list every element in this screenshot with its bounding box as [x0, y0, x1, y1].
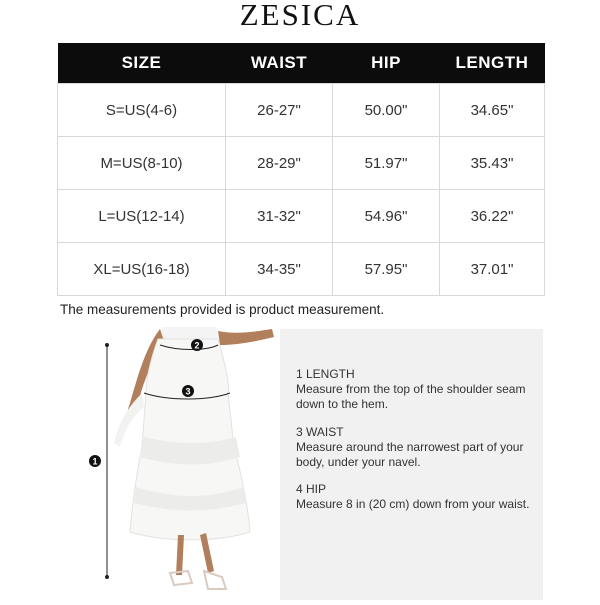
table-row — [58, 84, 545, 137]
size-table — [57, 43, 545, 296]
cell-length: 37.01" — [440, 243, 545, 296]
waist-title: 3 WAIST — [296, 425, 344, 439]
length-title: 1 LENGTH — [296, 367, 355, 381]
cell-hip: 54.96" — [333, 190, 440, 243]
skirt-illustration — [58, 327, 280, 600]
cell-length: 35.43" — [440, 137, 545, 190]
length-description: Measure from the top of the shoulder seam down to the hem. — [296, 382, 526, 411]
cell-length: 36.22" — [440, 190, 545, 243]
length-instruction — [296, 367, 541, 412]
marker-1-label: 1 — [92, 456, 98, 467]
table-row — [58, 137, 545, 190]
header-length: LENGTH — [440, 43, 545, 84]
brand-logo: ZESICA — [239, 0, 361, 32]
table-row — [58, 190, 545, 243]
model-photo — [58, 327, 280, 600]
cell-size: XL=US(16-18) — [58, 243, 226, 296]
cell-hip: 50.00" — [333, 84, 440, 137]
cell-length: 34.65" — [440, 84, 545, 137]
hip-title: 4 HIP — [296, 482, 327, 496]
waist-instruction — [296, 425, 541, 470]
header-size: SIZE — [58, 43, 226, 84]
marker-3-label: 3 — [185, 386, 191, 397]
cell-size: M=US(8-10) — [58, 137, 226, 190]
header-waist: WAIST — [226, 43, 333, 84]
waist-description: Measure around the narrowest part of your body, under your navel. — [296, 440, 524, 469]
cell-waist: 28-29" — [226, 137, 333, 190]
hip-instruction — [296, 482, 541, 512]
measure-instructions-panel — [280, 329, 543, 600]
cell-size: L=US(12-14) — [58, 190, 226, 243]
cell-waist: 34-35" — [226, 243, 333, 296]
cell-hip: 57.95" — [333, 243, 440, 296]
cell-waist: 31-32" — [226, 190, 333, 243]
marker-2-label: 2 — [194, 340, 200, 351]
cell-hip: 51.97" — [333, 137, 440, 190]
measurement-note: The measurements provided is product measurement. — [60, 302, 385, 317]
header-hip: HIP — [333, 43, 440, 84]
cell-waist: 26-27" — [226, 84, 333, 137]
table-header-row — [58, 43, 545, 84]
table-row — [58, 243, 545, 296]
hip-description: Measure 8 in (20 cm) down from your waist. — [296, 497, 530, 511]
cell-size: S=US(4-6) — [58, 84, 226, 137]
